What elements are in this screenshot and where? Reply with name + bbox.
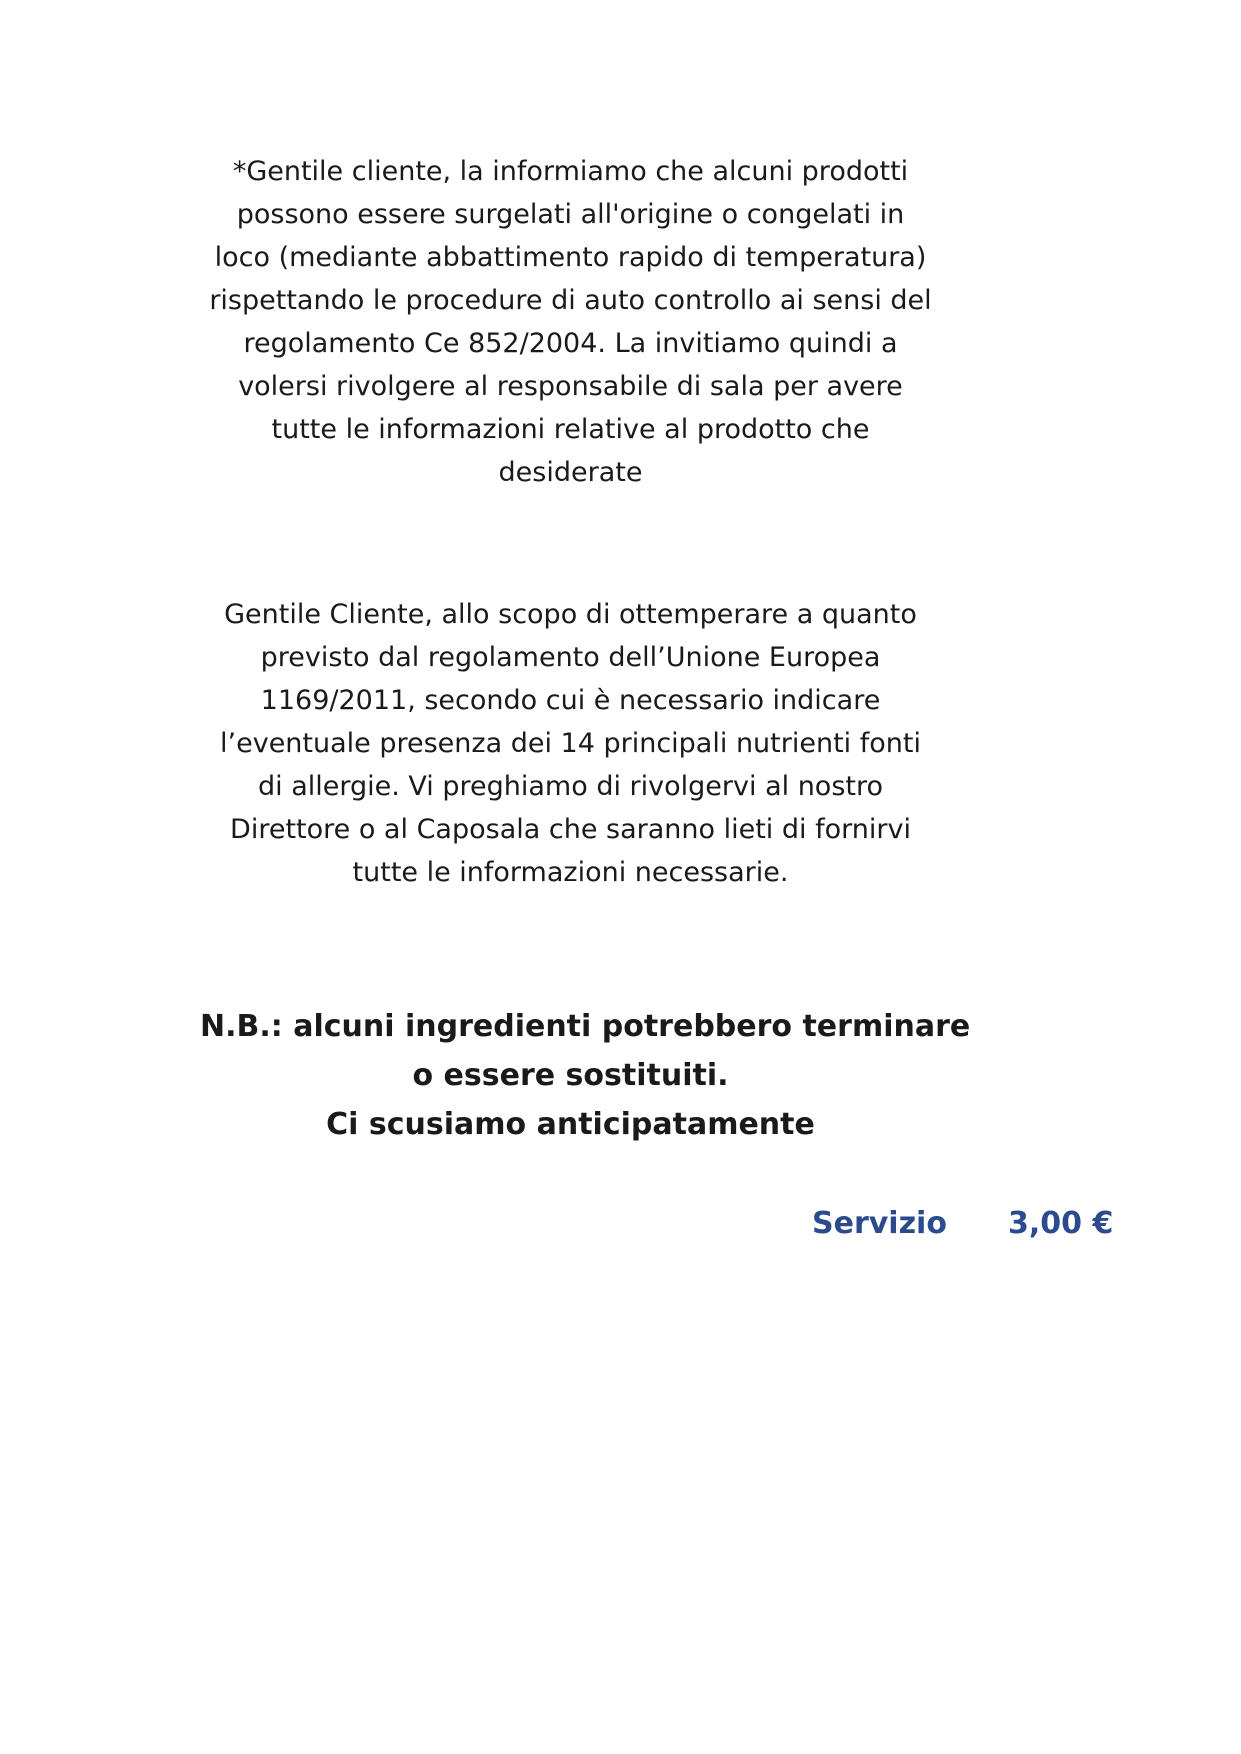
nb-line: o essere sostituiti. xyxy=(412,1058,729,1093)
notice-line: l’eventuale presenza dei 14 principali nutrienti fonti xyxy=(220,728,921,759)
notice-line: rispettando le procedure di auto controllo ai sensi del xyxy=(209,285,932,316)
notice-line: loco (mediante abbattimento rapido di temperatura) xyxy=(214,242,927,273)
service-charge-label: Servizio xyxy=(812,1206,947,1241)
notice-line: *Gentile cliente, la informiamo che alcuni prodotti xyxy=(232,156,909,187)
nb-line: N.B.: alcuni ingredienti potrebbero terminare xyxy=(200,1009,971,1044)
notice-line: Gentile Cliente, allo scopo di ottemperare a quanto xyxy=(224,599,917,630)
notice-line: 1169/2011, secondo cui è necessario indicare xyxy=(260,685,881,716)
notice-line: previsto dal regolamento dell’Unione Europea xyxy=(260,642,881,673)
nb-ingredients-notice xyxy=(200,1002,971,1149)
notice-line: Direttore o al Caposala che saranno lieti di fornirvi xyxy=(230,814,911,845)
notice-line: possono essere surgelati all'origine o congelati in xyxy=(236,199,905,230)
service-charge-price: 3,00 € xyxy=(1008,1206,1114,1241)
notice-line: desiderate xyxy=(498,457,643,488)
allergens-notice xyxy=(200,593,941,894)
frozen-products-notice xyxy=(200,150,941,494)
notice-line: regolamento Ce 852/2004. La invitiamo quindi a xyxy=(243,328,898,359)
notice-line: di allergie. Vi preghiamo di rivolgervi al nostro xyxy=(257,771,884,802)
notice-line: volersi rivolgere al responsabile di sala per avere xyxy=(238,371,903,402)
notice-line: tutte le informazioni necessarie. xyxy=(352,857,789,888)
nb-line: Ci scusiamo anticipatamente xyxy=(326,1107,815,1142)
notice-line: tutte le informazioni relative al prodotto che xyxy=(271,414,870,445)
